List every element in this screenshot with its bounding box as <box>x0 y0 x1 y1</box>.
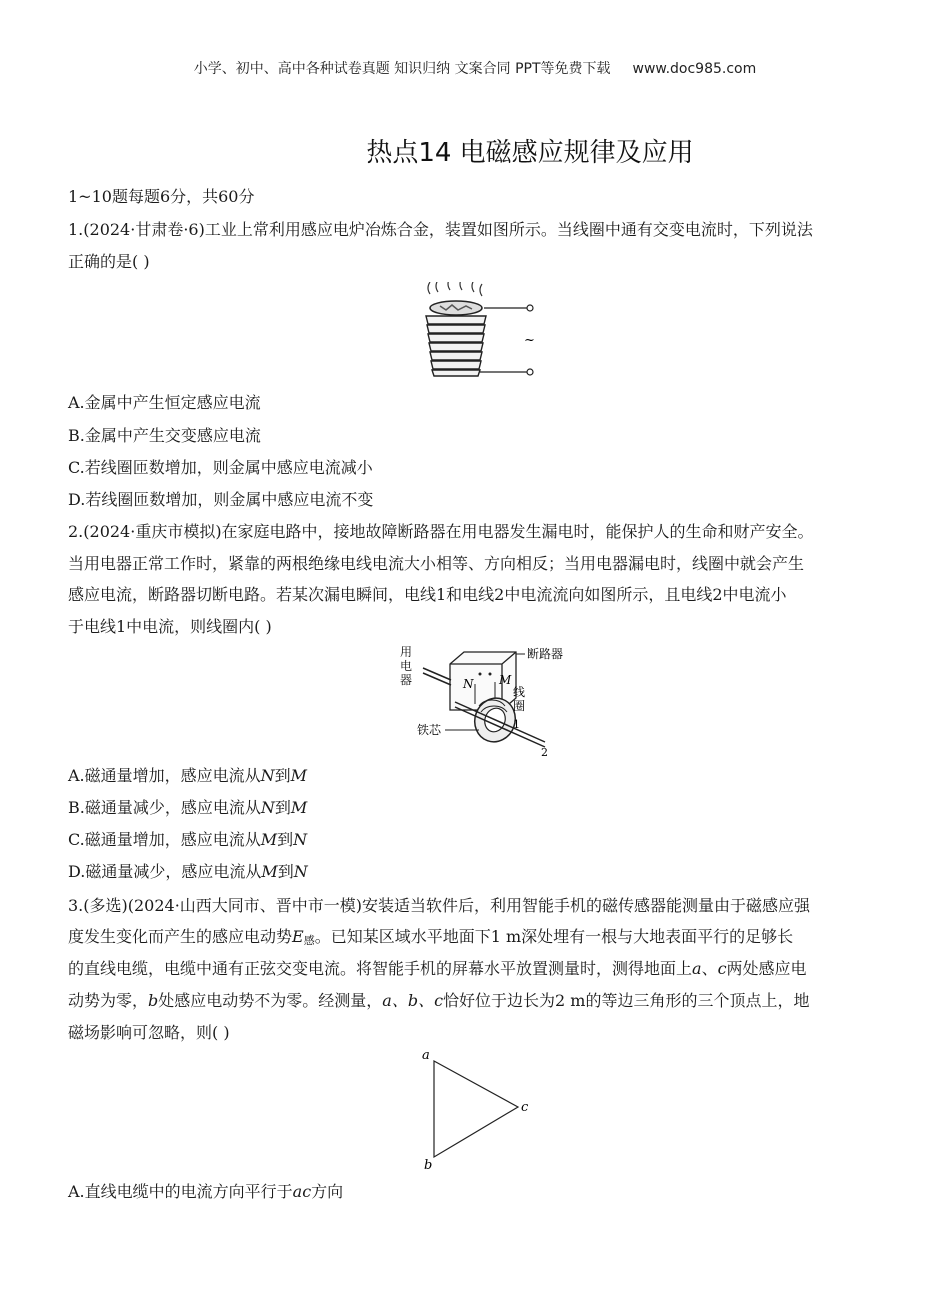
score-intro: 1~10题每题6分，共60分 <box>68 187 255 206</box>
q2-option-d[interactable]: D.磁通量减少，感应电流从M到N <box>68 862 308 881</box>
q2-option-a[interactable]: A.磁通量增加，感应电流从N到M <box>68 766 308 785</box>
q1-option-b[interactable]: B.金属中产生交变感应电流 <box>68 426 261 445</box>
page-header <box>0 58 950 78</box>
label-N: N <box>463 677 474 691</box>
q3-stem-line1: 3.(多选)(2024·山西大同市、晋中市一模)安装适当软件后，利用智能手机的磁传感器能测量由于磁感应强 <box>68 896 811 915</box>
label-wire-2: 2 <box>541 746 548 759</box>
q2-stem-line1: 2.(2024·重庆市模拟)在家庭电路中，接地故障断路器在用电器发生漏电时，能保护人的生命和财产安全。 <box>68 522 814 541</box>
q1-option-c[interactable]: C.若线圈匝数增加，则金属中感应电流减小 <box>68 458 373 477</box>
label-breaker: 断路器 <box>527 647 564 661</box>
label-appliance-1: 用 <box>400 645 413 659</box>
label-coil-1: 线 <box>513 685 526 699</box>
header-text: 小学、初中、高中各种试卷真题 知识归纳 文案合同 PPT等免费下载 <box>193 61 611 77</box>
q1-induction-furnace-figure <box>400 282 550 382</box>
q2-breaker-figure <box>395 640 565 760</box>
vertex-c: c <box>521 1100 529 1115</box>
q2-stem-line3: 感应电流，断路器切断电路。若某次漏电瞬间，电线1和电线2中电流流向如图所示，且电线2中电流小 <box>68 585 787 604</box>
q3-stem-line4: 动势为零，b处感应电动势不为零。经测量，a、b、c恰好位于边长为2 m的等边三角形的三个顶点上，地 <box>68 991 810 1010</box>
q3-stem-line2: 度发生变化而产生的感应电动势E感。已知某区域水平地面下1 m深处埋有一根与大地表面平行的足够长 <box>68 927 794 947</box>
q2-stem-line2: 当用电器正常工作时，紧靠的两根绝缘电线电流大小相等、方向相反；当用电器漏电时，线圈中就会产生 <box>68 554 805 573</box>
q3-triangle-figure <box>418 1045 538 1175</box>
vertex-a: a <box>422 1048 430 1063</box>
q2-option-b[interactable]: B.磁通量减少，感应电流从N到M <box>68 798 308 817</box>
q3-option-a[interactable]: A.直线电缆中的电流方向平行于ac方向 <box>68 1182 344 1201</box>
q2-option-c[interactable]: C.磁通量增加，感应电流从M到N <box>68 830 308 849</box>
q1-option-a[interactable]: A.金属中产生恒定感应电流 <box>68 393 261 412</box>
vertex-b: b <box>424 1158 433 1173</box>
label-appliance-2: 电 <box>400 659 413 673</box>
label-M: M <box>499 673 512 687</box>
header-url[interactable]: www.doc985.com <box>632 61 757 77</box>
q3-stem-line3: 的直线电缆，电缆中通有正弦交变电流。将智能手机的屏幕水平放置测量时，测得地面上a、c两处感应电 <box>68 959 807 978</box>
label-appliance-3: 器 <box>400 673 413 687</box>
ac-symbol: ~ <box>524 333 535 348</box>
q2-stem-line4: 于电线1中电流，则线圈内( ) <box>68 617 272 636</box>
label-coil-2: 圈 <box>513 699 526 713</box>
q1-stem-line2: 正确的是( ) <box>68 252 150 271</box>
q3-stem-line5: 磁场影响可忽略，则( ) <box>68 1023 230 1042</box>
q1-option-d[interactable]: D.若线圈匝数增加，则金属中感应电流不变 <box>68 490 374 509</box>
label-core: 铁芯 <box>417 723 442 737</box>
page-title: 热点14 电磁感应规律及应用 <box>366 138 694 168</box>
q1-stem-line1: 1.(2024·甘肃卷·6)工业上常利用感应电炉冶炼合金，装置如图所示。当线圈中通有交变电流时，下列说法 <box>68 220 813 239</box>
label-wire-1: 1 <box>513 718 520 731</box>
